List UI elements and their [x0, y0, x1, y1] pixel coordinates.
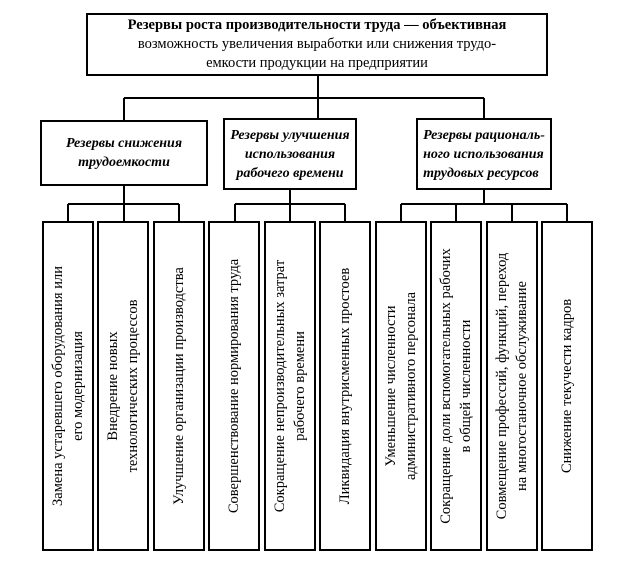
branch-line: Резервы снижения — [65, 136, 183, 151]
branch-box-text — [66, 134, 182, 172]
leaf-box-3 — [153, 221, 205, 551]
branch-box-rational-use-of-labor — [416, 118, 552, 190]
leaf-text — [335, 228, 355, 544]
branch-box-reducing-labor-intensity — [40, 120, 208, 186]
leaf-text — [103, 228, 143, 544]
root-box-line1: Резервы роста производительности труда — объективная — [127, 17, 507, 33]
branch-box-text — [423, 126, 545, 183]
leaf-line: технологических процессов — [125, 299, 142, 473]
branch-line: трудоемкости — [78, 155, 170, 170]
branch-line: ного использования — [423, 146, 544, 162]
leaf-line: его модернизация — [70, 331, 86, 441]
root-box-line2: возможность увеличения выработки или снижения трудо- — [137, 36, 497, 52]
leaf-box-5 — [264, 221, 316, 551]
leaf-line: Сокращение непроизводительных затрат — [271, 259, 288, 513]
leaf-line: Замена устаревшего оборудования или — [50, 266, 66, 506]
leaf-box-1 — [42, 221, 94, 551]
leaf-text — [169, 228, 189, 544]
branch2-to-leaves-connector — [235, 190, 345, 221]
root-box-line3: емкости продукции на предприятии — [206, 55, 428, 71]
leaf-box-2 — [97, 221, 149, 551]
leaf-text — [270, 228, 310, 544]
leaf-line: Уменьшение численности — [382, 305, 399, 467]
root-box — [86, 13, 548, 76]
leaf-box-10 — [541, 221, 593, 551]
leaf-line: Ликвидация внутрисменных простоев — [337, 267, 354, 505]
branch-line: использования — [244, 146, 336, 162]
leaf-line: Совершенствование нормирования труда — [226, 258, 243, 514]
leaf-box-8 — [430, 221, 482, 551]
root-to-branches-connector — [124, 76, 484, 120]
branch-line: Резервы улучшения — [230, 127, 350, 143]
leaf-box-7 — [375, 221, 427, 551]
leaf-text — [557, 228, 577, 544]
leaf-line: Сокращение доли вспомогательных рабочих — [438, 248, 455, 524]
leaf-text — [436, 228, 476, 544]
leaf-box-9 — [486, 221, 538, 551]
leaf-row — [42, 221, 593, 551]
leaf-line: рабочего времени — [291, 331, 308, 441]
branch3-to-leaves-connector — [401, 190, 567, 221]
leaf-line: в общей численности — [458, 319, 475, 453]
leaf-text — [381, 228, 421, 544]
leaf-line: Снижение текучести кадров — [558, 298, 575, 474]
leaf-line: административного персонала — [402, 291, 419, 481]
leaf-line: Улучшение организации производства — [170, 267, 187, 505]
leaf-line: на многостаночное обслуживание — [513, 281, 530, 491]
branch-line: рабочего времени — [236, 165, 344, 181]
leaf-line: Внедрение новых — [105, 331, 122, 441]
leaf-text — [224, 228, 244, 544]
branch-box-working-time-use — [223, 118, 357, 190]
leaf-box-6 — [319, 221, 371, 551]
leaf-line: Совмещение профессий, функций, переход — [493, 252, 510, 520]
branch-line: трудовых ресурсов — [423, 165, 539, 181]
leaf-box-4 — [208, 221, 260, 551]
leaf-text — [48, 228, 88, 544]
branch1-to-leaves-connector — [68, 186, 179, 221]
branch-line: Резервы рациональ- — [423, 127, 545, 143]
branch-box-text — [230, 126, 349, 183]
leaf-text — [492, 228, 532, 544]
